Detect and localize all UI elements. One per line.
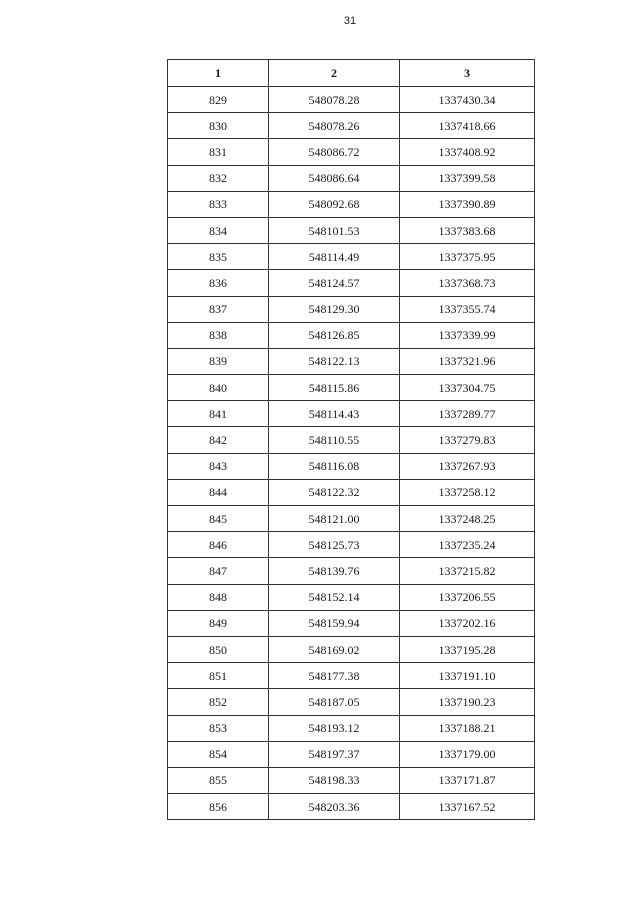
point-number-cell: 853 (168, 715, 269, 741)
table-row (168, 113, 535, 139)
point-number-cell: 850 (168, 636, 269, 662)
x-coordinate-cell: 548122.32 (269, 479, 400, 505)
y-coordinate-cell: 1337248.25 (400, 506, 535, 532)
point-number-cell: 848 (168, 584, 269, 610)
point-number-cell: 846 (168, 532, 269, 558)
point-number-cell: 829 (168, 87, 269, 113)
table-row (168, 348, 535, 374)
table-row (168, 427, 535, 453)
table-row (168, 558, 535, 584)
point-number-cell: 855 (168, 767, 269, 793)
point-number-cell: 849 (168, 610, 269, 636)
table-row (168, 453, 535, 479)
x-coordinate-cell: 548177.38 (269, 663, 400, 689)
y-coordinate-cell: 1337215.82 (400, 558, 535, 584)
point-number-cell: 844 (168, 479, 269, 505)
point-number-cell: 847 (168, 558, 269, 584)
column-header: 3 (400, 60, 535, 87)
point-number-cell: 845 (168, 506, 269, 532)
point-number-cell: 843 (168, 453, 269, 479)
x-coordinate-cell: 548086.72 (269, 139, 400, 165)
y-coordinate-cell: 1337339.99 (400, 322, 535, 348)
table-row (168, 794, 535, 820)
x-coordinate-cell: 548187.05 (269, 689, 400, 715)
y-coordinate-cell: 1337383.68 (400, 217, 535, 243)
coordinates-table (167, 59, 535, 820)
y-coordinate-cell: 1337267.93 (400, 453, 535, 479)
y-coordinate-cell: 1337188.21 (400, 715, 535, 741)
x-coordinate-cell: 548110.55 (269, 427, 400, 453)
point-number-cell: 842 (168, 427, 269, 453)
table-row (168, 217, 535, 243)
x-coordinate-cell: 548203.36 (269, 794, 400, 820)
point-number-cell: 838 (168, 322, 269, 348)
y-coordinate-cell: 1337289.77 (400, 401, 535, 427)
y-coordinate-cell: 1337321.96 (400, 348, 535, 374)
point-number-cell: 830 (168, 113, 269, 139)
x-coordinate-cell: 548169.02 (269, 636, 400, 662)
table-row (168, 479, 535, 505)
y-coordinate-cell: 1337304.75 (400, 375, 535, 401)
y-coordinate-cell: 1337258.12 (400, 479, 535, 505)
table-row (168, 741, 535, 767)
column-header: 2 (269, 60, 400, 87)
point-number-cell: 839 (168, 348, 269, 374)
y-coordinate-cell: 1337399.58 (400, 165, 535, 191)
table-row (168, 636, 535, 662)
y-coordinate-cell: 1337390.89 (400, 191, 535, 217)
table-row (168, 191, 535, 217)
x-coordinate-cell: 548125.73 (269, 532, 400, 558)
x-coordinate-cell: 548078.28 (269, 87, 400, 113)
table-body (168, 87, 535, 820)
point-number-cell: 841 (168, 401, 269, 427)
x-coordinate-cell: 548193.12 (269, 715, 400, 741)
table-row (168, 296, 535, 322)
y-coordinate-cell: 1337190.23 (400, 689, 535, 715)
table-row (168, 663, 535, 689)
x-coordinate-cell: 548122.13 (269, 348, 400, 374)
x-coordinate-cell: 548114.49 (269, 244, 400, 270)
point-number-cell: 831 (168, 139, 269, 165)
point-number-cell: 854 (168, 741, 269, 767)
x-coordinate-cell: 548126.85 (269, 322, 400, 348)
x-coordinate-cell: 548101.53 (269, 217, 400, 243)
y-coordinate-cell: 1337235.24 (400, 532, 535, 558)
point-number-cell: 852 (168, 689, 269, 715)
point-number-cell: 834 (168, 217, 269, 243)
y-coordinate-cell: 1337167.52 (400, 794, 535, 820)
x-coordinate-cell: 548152.14 (269, 584, 400, 610)
table-row (168, 401, 535, 427)
y-coordinate-cell: 1337375.95 (400, 244, 535, 270)
table-row (168, 767, 535, 793)
table-row (168, 87, 535, 113)
column-header: 1 (168, 60, 269, 87)
table-row (168, 165, 535, 191)
x-coordinate-cell: 548139.76 (269, 558, 400, 584)
table-row (168, 715, 535, 741)
page-number: 31 (343, 15, 357, 27)
x-coordinate-cell: 548078.26 (269, 113, 400, 139)
point-number-cell: 856 (168, 794, 269, 820)
point-number-cell: 832 (168, 165, 269, 191)
table-row (168, 375, 535, 401)
point-number-cell: 840 (168, 375, 269, 401)
table-row (168, 270, 535, 296)
table-header-row (168, 60, 535, 87)
point-number-cell: 836 (168, 270, 269, 296)
table-row (168, 322, 535, 348)
y-coordinate-cell: 1337355.74 (400, 296, 535, 322)
y-coordinate-cell: 1337368.73 (400, 270, 535, 296)
table-row (168, 689, 535, 715)
table-row (168, 139, 535, 165)
y-coordinate-cell: 1337191.10 (400, 663, 535, 689)
x-coordinate-cell: 548124.57 (269, 270, 400, 296)
x-coordinate-cell: 548116.08 (269, 453, 400, 479)
point-number-cell: 833 (168, 191, 269, 217)
y-coordinate-cell: 1337171.87 (400, 767, 535, 793)
y-coordinate-cell: 1337279.83 (400, 427, 535, 453)
y-coordinate-cell: 1337408.92 (400, 139, 535, 165)
x-coordinate-cell: 548129.30 (269, 296, 400, 322)
x-coordinate-cell: 548115.86 (269, 375, 400, 401)
y-coordinate-cell: 1337202.16 (400, 610, 535, 636)
table-row (168, 532, 535, 558)
point-number-cell: 851 (168, 663, 269, 689)
table-row (168, 506, 535, 532)
x-coordinate-cell: 548114.43 (269, 401, 400, 427)
y-coordinate-cell: 1337430.34 (400, 87, 535, 113)
table-row (168, 244, 535, 270)
y-coordinate-cell: 1337179.00 (400, 741, 535, 767)
table-row (168, 610, 535, 636)
x-coordinate-cell: 548092.68 (269, 191, 400, 217)
table-row (168, 584, 535, 610)
point-number-cell: 835 (168, 244, 269, 270)
x-coordinate-cell: 548198.33 (269, 767, 400, 793)
point-number-cell: 837 (168, 296, 269, 322)
x-coordinate-cell: 548197.37 (269, 741, 400, 767)
y-coordinate-cell: 1337195.28 (400, 636, 535, 662)
x-coordinate-cell: 548086.64 (269, 165, 400, 191)
x-coordinate-cell: 548159.94 (269, 610, 400, 636)
x-coordinate-cell: 548121.00 (269, 506, 400, 532)
y-coordinate-cell: 1337206.55 (400, 584, 535, 610)
y-coordinate-cell: 1337418.66 (400, 113, 535, 139)
